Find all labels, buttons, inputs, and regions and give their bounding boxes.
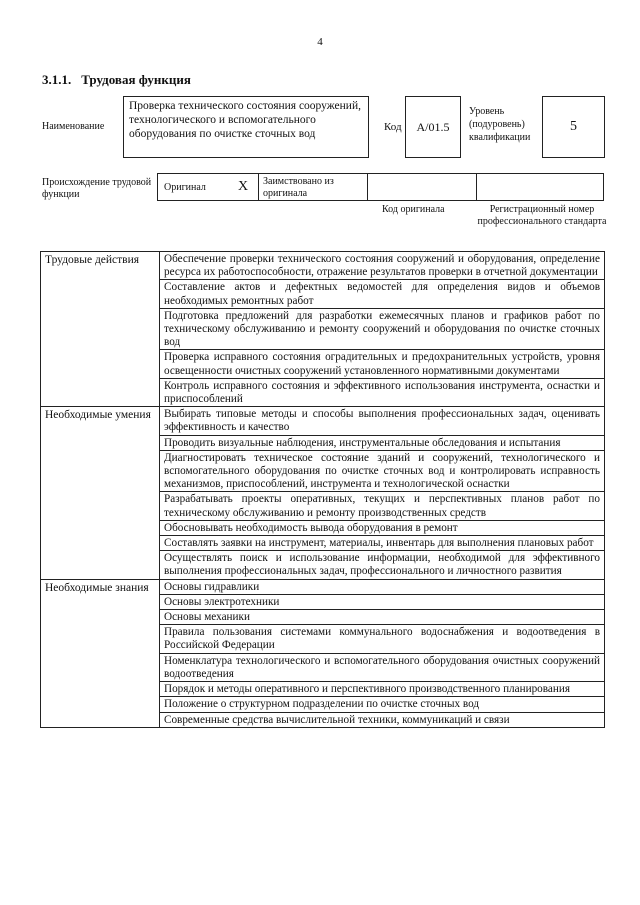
origin-original-cell bbox=[158, 174, 259, 200]
table-cell: Подготовка предложений для разработки ежемесячных планов и графиков работ по техническому обслуживанию и ремонту сооружений и оборудования по очистке сточных вод bbox=[160, 308, 605, 350]
table-cell: Основы гидравлики bbox=[160, 579, 605, 594]
group-title: Необходимые знания bbox=[41, 579, 160, 727]
level-label: Уровень (подуровень) квалификации bbox=[469, 106, 531, 143]
table-cell: Основы механики bbox=[160, 610, 605, 625]
table-cell: Правила пользования системами коммунального водоснабжения и водоотведения в Российской Федерации bbox=[160, 625, 605, 653]
table-cell: Выбирать типовые методы и способы выполнения профессиональных задач, оценивать эффективность и качество bbox=[160, 407, 605, 435]
code-label: Код bbox=[384, 121, 402, 133]
origin-borrowed-cell bbox=[259, 174, 368, 200]
table-row bbox=[41, 407, 605, 435]
origin-code-cell bbox=[368, 174, 477, 200]
origin-label: Происхождение трудовой функции bbox=[42, 177, 152, 200]
table-cell: Составлять заявки на инструмент, материалы, инвентарь для выполнения плановых работ bbox=[160, 536, 605, 551]
section-title bbox=[42, 72, 201, 88]
table-cell: Порядок и методы оперативного и перспективного производственного планирования bbox=[160, 682, 605, 697]
group-title: Трудовые действия bbox=[41, 252, 160, 407]
table-row bbox=[41, 252, 605, 280]
table-cell: Контроль исправного состояния и эффективного использования инструмента, оснастки и приспособлений bbox=[160, 378, 605, 406]
table-cell: Обосновывать необходимость вывода оборудования в ремонт bbox=[160, 520, 605, 535]
page-number: 4 bbox=[317, 36, 323, 48]
original-label: Оригинал bbox=[164, 182, 206, 193]
table-cell: Диагностировать техническое состояние зданий и сооружений, технологического и вспомогательного оборудования по очистке сточных вод и контролировать исправность механизмов, приспособлений, инструмента и технологической оснастки bbox=[160, 450, 605, 492]
table-cell: Основы электротехники bbox=[160, 594, 605, 609]
code-original-caption: Код оригинала bbox=[382, 204, 445, 215]
table-cell: Проверка исправного состояния оградительных и предохранительных устройств, уровня освещенности очистных сооружений установленного нормативными документами bbox=[160, 350, 605, 378]
borrowed-label: Заимствовано из оригинала bbox=[263, 176, 334, 199]
reg-number-caption: Регистрационный номер профессионального стандарта bbox=[477, 204, 607, 227]
table-cell: Разрабатывать проекты оперативных, текущих и перспективных планов работ по техническому обслуживанию и ремонту производственных средств bbox=[160, 492, 605, 520]
table-cell: Положение о структурном подразделении по очистке сточных вод bbox=[160, 697, 605, 712]
origin-reg-cell bbox=[477, 174, 603, 200]
origin-row bbox=[157, 173, 604, 201]
name-label: Наименование bbox=[42, 121, 105, 132]
table-cell: Осуществлять поиск и использование информации, необходимой для эффективного выполнения профессиональных задач, профессионального и личностного развития bbox=[160, 551, 605, 579]
group-title: Необходимые умения bbox=[41, 407, 160, 579]
section-name: Трудовая функция bbox=[81, 72, 191, 87]
function-name-box: Проверка технического состояния сооружений, технологического и вспомогательного оборудования по очистке сточных вод bbox=[123, 96, 369, 158]
table-cell: Составление актов и дефектных ведомостей для определения видов и объемов необходимых ремонтных работ bbox=[160, 280, 605, 308]
table-cell: Номенклатура технологического и вспомогательного оборудования очистных сооружений водоотведения bbox=[160, 653, 605, 681]
table-row bbox=[41, 579, 605, 594]
section-number: 3.1.1. bbox=[42, 72, 72, 87]
table-cell: Современные средства вычислительной техники, коммуникаций и связи bbox=[160, 712, 605, 727]
original-mark: X bbox=[238, 179, 249, 194]
function-code-box: A/01.5 bbox=[405, 96, 461, 158]
qualification-level-box: 5 bbox=[542, 96, 605, 158]
table-cell: Проводить визуальные наблюдения, инструментальные обследования и испытания bbox=[160, 435, 605, 450]
table-cell: Обеспечение проверки технического состояния сооружений и оборудования, определение ресурса их работоспособности, отражение результатов проверки в отчетной документации bbox=[160, 252, 605, 280]
function-table bbox=[40, 251, 605, 728]
